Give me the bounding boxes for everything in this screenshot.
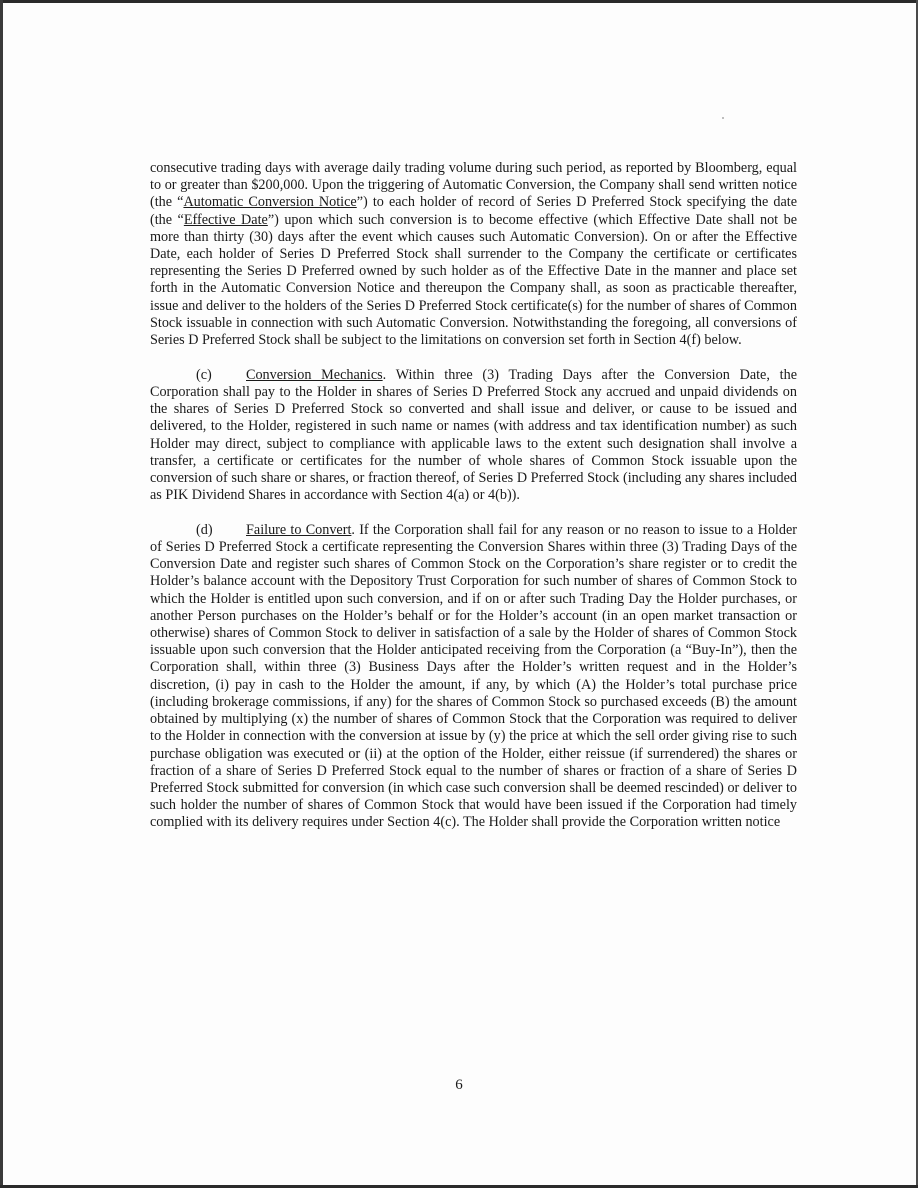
page-number: 6 bbox=[455, 1077, 463, 1093]
section-body: . Within three (3) Trading Days after the Conversion Date, the Corporation shall pay to the Holder in shares of Series D Preferred Stock any accrued and unpaid dividends on the shares of Series D Preferred Stock so converted and shall issue and deliver, or cause to be issued and delivered, to the Holder, registered in such name or names (with address and tax identification number) as such Holder may direct, subject to compliance with applicable laws to the extent such designation shall involve a transfer, a certificate or certificates for the number of whole shares of Common Stock issuable upon the conversion of such share or shares, or fraction thereof, of Series D Preferred Stock (including any shares included as PIK Dividend Shares in accordance with Section 4(a) or 4(b)). bbox=[150, 366, 797, 504]
paragraph-text: consecutive trading days with average daily trading volume during such period, as reported by Bloomberg, equal to or greater than $200,000. Upon the triggering of Automatic Conversion, the Company shall send written notice (the “ bbox=[150, 160, 797, 211]
section-number: (c) bbox=[196, 366, 212, 383]
paragraph-text: ”) upon which such conversion is to become effective (which Effective Date shall not be more than thirty (30) days after the event which causes such Automatic Conversion). On or after the Effective Date, each holder of Series D Preferred Stock shall surrender to the Company the certificate or certificates representing the Series D Preferred owned by such holder as of the Effective Date in the manner and place set forth in the Automatic Conversion Notice and thereupon the Company shall, as soon as practicable thereafter, issue and deliver to the holders of the Series D Preferred Stock certificate(s) for the number of shares of Common Stock issuable in connection with such Automatic Conversion. Notwithstanding the foregoing, all conversions of Series D Preferred Stock shall be subject to the limitations on conversion set forth in Section 4(f) below. bbox=[150, 211, 797, 349]
section-heading: Failure to Convert bbox=[246, 521, 352, 538]
section-number: (d) bbox=[196, 521, 213, 538]
paragraph-text: ”) to each holder of record of Series D Preferred Stock specifying the date (the “ bbox=[150, 194, 797, 228]
scan-border-top bbox=[0, 0, 918, 3]
section-heading: Conversion Mechanics bbox=[246, 366, 383, 383]
paragraph-automatic-conversion-continued bbox=[150, 160, 797, 349]
scan-speck bbox=[722, 117, 724, 119]
scan-border-left bbox=[0, 0, 3, 1188]
section-d-failure-to-convert bbox=[150, 522, 797, 832]
section-c-conversion-mechanics bbox=[150, 367, 797, 505]
document-body bbox=[150, 160, 797, 849]
defined-term-automatic-conversion-notice: Automatic Conversion Notice bbox=[183, 194, 357, 211]
section-body: . If the Corporation shall fail for any reason or no reason to issue to a Holder of Series D Preferred Stock a certificate representing the Conversion Shares within three (3) Trading Days of the Conversion Date and register such shares of Common Stock on the Corporation’s share register or to credit the Holder’s balance account with the Depository Trust Corporation for such number of shares of Common Stock to which the Holder is entitled upon such conversion, and if on or after such Trading Day the Holder purchases, or another Person purchases on the Holder’s behalf or for the Holder’s account (in an open market transaction or otherwise) shares of Common Stock to deliver in satisfaction of a sale by the Holder of shares of Common Stock issuable upon such conversion that the Holder anticipated receiving from the Corporation (a “Buy-In”), then the Corporation shall, within three (3) Business Days after the Holder’s written request and in the Holder’s discretion, (i) pay in cash to the Holder the amount, if any, by which (A) the Holder’s total purchase price (including brokerage commissions, if any) for the shares of Common Stock so purchased exceeds (B) the amount obtained by multiplying (x) the number of shares of Common Stock that the Corporation was required to deliver to the Holder in connection with the conversion at issue by (y) the price at which the sell order giving rise to such purchase obligation was executed or (ii) at the option of the Holder, either reissue (if surrendered) the shares or fraction of a share of Series D Preferred Stock equal to the number of shares or fraction of a share of Series D Preferred Stock submitted for conversion (in which case such conversion shall be deemed rescinded) or deliver to such holder the number of shares of Common Stock that would have been issued if the Corporation had timely complied with its delivery requires under Section 4(c). The Holder shall provide the Corporation written notice bbox=[150, 521, 797, 831]
defined-term-effective-date: Effective Date bbox=[183, 211, 268, 228]
